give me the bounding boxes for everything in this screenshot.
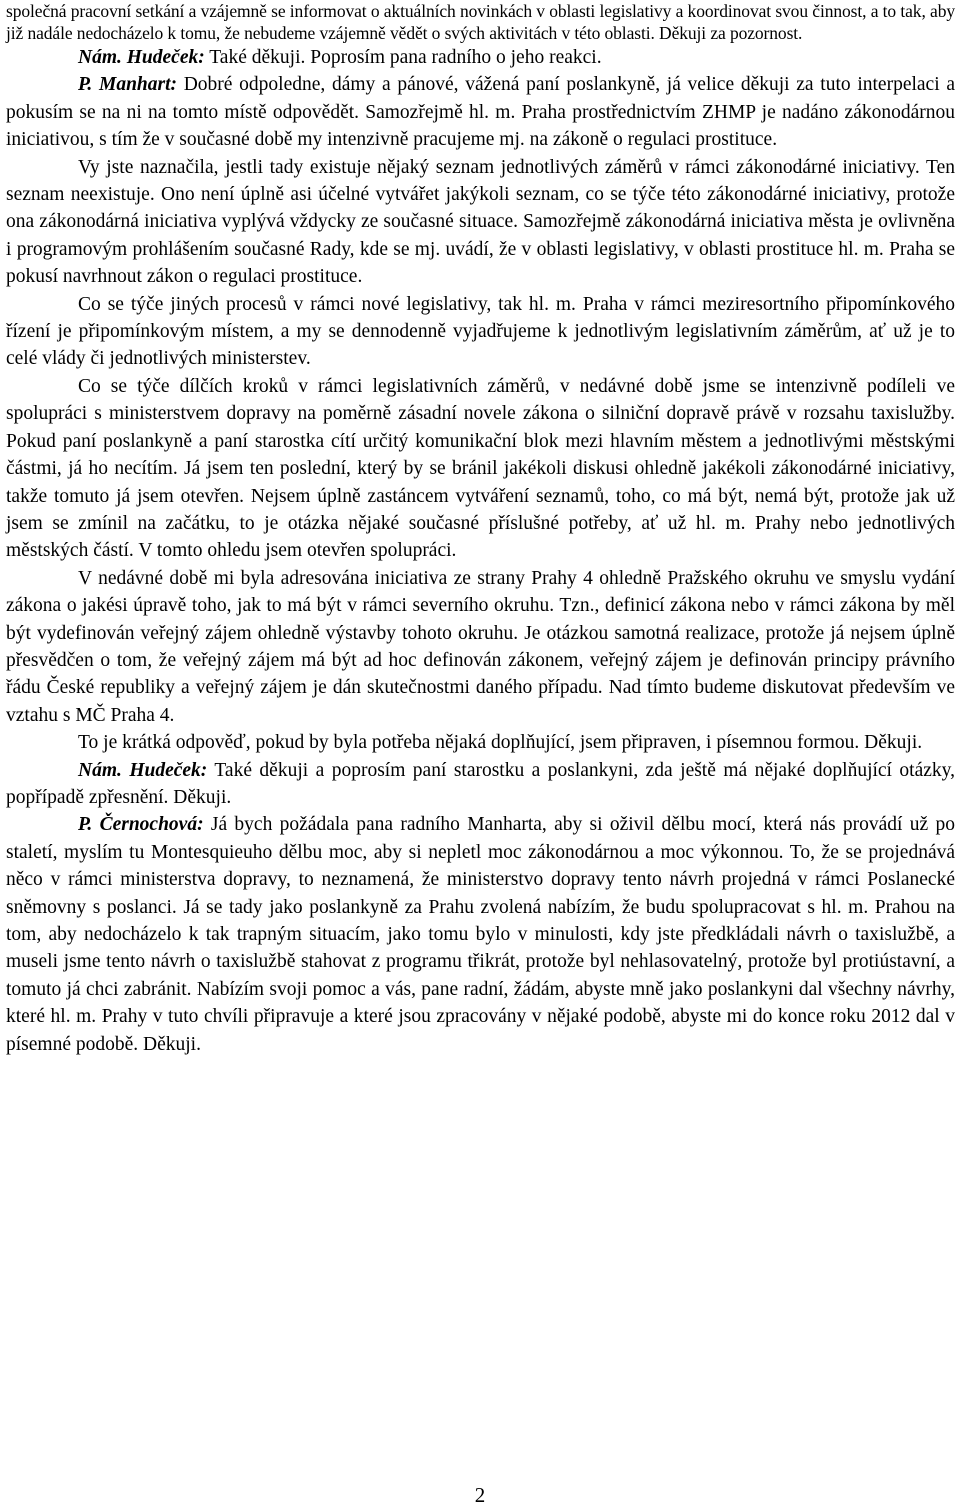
document-page: [6, 0, 955, 1058]
paragraph-hudecek-1: [6, 44, 955, 71]
paragraph-manhart: [6, 71, 955, 153]
paragraph-text: Dobré odpoledne, dámy a pánové, vážená paní poslankyně, já velice děkuji za tuto interpelaci a pokusím se na ni na tomto místě odpovědět. Samozřejmě hl. m. Praha prostřednictvím ZHMP je nadáno zákonodárnou iniciativou, s tím že v současné době my intenzivně pracujeme mj. na zákoně o regulaci prostituce.: [6, 74, 955, 151]
paragraph-text: Také děkuji. Poprosím pana radního o jeho reakci.: [204, 47, 602, 68]
speaker-name: P. Černochová:: [78, 814, 204, 836]
speaker-name: Nám. Hudeček:: [78, 759, 208, 781]
paragraph-text: Také děkuji a poprosím paní starostku a poslankyni, zda ještě má nějaké doplňující otázky, popřípadě zpřesnění. Děkuji.: [6, 759, 955, 808]
paragraph-text: Já bych požádala pana radního Manharta, aby si oživil dělbu mocí, která nás provádí už po staletí, myslím tu Montesquieuho dělbu moc, aby si nepletl moc zákonodárnou a moc výkonnou. To, že se projednává něco v rámci ministerstva dopravy, to neznamená, že ministerstvo dopravy tento návrh projedná v rámci Poslanecké sněmovny s poslanci. Já se tady jako poslankyně za Prahu zvolená nabízím, že budu spolupracovat s hl. m. Prahou na tom, aby nedocházelo k tak trapným situacím, jako tomu bylo v minulosti, kdy jste předkládali návrh o taxislužbě, a museli jsme tento návrh o taxislužbě stahovat z programu třikrát, protože byl nehlasovatelný, protože byl protiústavní, a tomuto já chci zabránit. Nabízím svoji pomoc a vás, pane radní, žádám, abyste mně jako poslankyni dal všechny návrhy, které hl. m. Prahy v tuto chvíli připravuje a které jsou zpracovány v nějaké podobě, abyste mi do konce roku 2012 dal v písemné podobě. Děkuji.: [6, 814, 955, 1055]
paragraph-seznam: [6, 154, 955, 291]
paragraph-hudecek-2: [6, 757, 955, 812]
paragraph-continuation: [6, 0, 955, 44]
paragraph-text: Co se týče jiných procesů v rámci nové legislativy, tak hl. m. Praha v rámci meziresortního připomínkového řízení je připomínkovým místem, a my se dennodenně vyjadřujeme k jednotlivým legislativním záměrům, ať už je to celé vlády či jednotlivých ministerstev.: [6, 293, 955, 370]
speaker-name: Nám. Hudeček:: [78, 47, 205, 68]
paragraph-dilci-kroky: [6, 373, 955, 565]
paragraph-okruh: [6, 565, 955, 729]
paragraph-text: společná pracovní setkání a vzájemně se informovat o aktuálních novinkách v oblasti legislativy a koordinovat svou činnost, a to tak, aby již nadále nedocházelo k tomu, že nebudeme vzájemně vědět o svých aktivitách v této oblasti. Děkuji za pozornost.: [6, 1, 955, 43]
paragraph-text: V nedávné době mi byla adresována iniciativa ze strany Prahy 4 ohledně Pražského okruhu ve smyslu vydání zákona o jakési úpravě toho, jak to má být v rámci severního okruhu. Tzn., definicí zákona nebo v rámci zákona by měl být vydefinován veřejný zájem ohledně výstavby tohoto okruhu. Je otázkou samotná realizace, protože já nejsem úplně přesvědčen o tom, že veřejný zájem má být ad hoc definován zákonem, veřejný zájem je definován principy právního řádu České republiky a veřejný zájem je dán skutečnostmi daného případu. Nad tímto budeme diskutovat především ve vztahu s MČ Praha 4.: [6, 567, 955, 726]
paragraph-text: Co se týče dílčích kroků v rámci legislativních záměrů, v nedávné době jsme se intenzivně podíleli ve spolupráci s ministerstvem dopravy na poměrně zásadní novele zákona o silniční dopravě právě v rozsahu taxislužby. Pokud paní poslankyně a paní starostka cítí určitý komunikační blok mezi hlavním městem a jednotlivými městskými částmi, já ho necítím. Já jsem ten poslední, který by se bránil jakékoli diskusi ohledně jakékoli zákonodárné iniciativy, takže tomuto já jsem otevřen. Nejsem úplně zastáncem vytváření seznamů, toho, co má být, nemá být, protože jak už jsem se zmínil na začátku, to je otázka nějaké současné příslušné potřeby, ať už hl. m. Prahy nebo jednotlivých městských částí. V tomto ohledu jsem otevřen spolupráci.: [6, 375, 955, 562]
paragraph-text: Vy jste naznačila, jestli tady existuje nějaký seznam jednotlivých záměrů v rámci zákonodárné iniciativy. Ten seznam neexistuje. Ono není úplně asi účelné vytvářet jakýkoli seznam, co se týče této zákonodárné iniciativy, protože ona zákonodárná iniciativa vyplývá vždycky ze současné situace. Samozřejmě zákonodárná iniciativa města je ovlivněna i programovým prohlášením současné Rady, kde se mj. uvádí, že v oblasti legislativy, v oblasti prostituce hl. m. Praha se pokusí navrhnout zákon o regulaci prostituce.: [6, 156, 955, 288]
paragraph-odpoved: [6, 729, 955, 756]
page-number: 2: [474, 1483, 486, 1507]
speaker-name: P. Manhart:: [78, 74, 178, 96]
paragraph-procesy: [6, 291, 955, 373]
paragraph-cernochova: [6, 811, 955, 1058]
paragraph-text: To je krátká odpověď, pokud by byla potřeba nějaká doplňující, jsem připraven, i písemnou formou. Děkuji.: [78, 732, 923, 754]
